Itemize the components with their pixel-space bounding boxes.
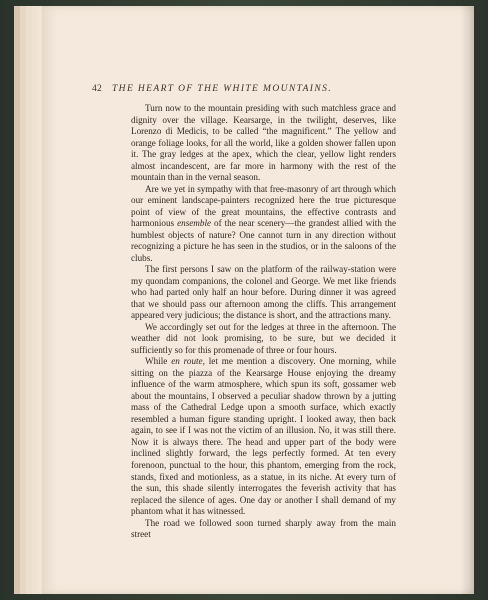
spine-shadow <box>460 6 474 594</box>
paragraph-text: We accordingly set out for the ledges at three in the afternoon. The weather did not look promising, to be sure, but we decided it sufficiently so for this promenade of three or four hours. <box>131 321 396 355</box>
paragraph-4 <box>131 322 396 357</box>
paragraph-6 <box>131 518 396 541</box>
paragraph-5 <box>131 356 396 517</box>
italic-term: en route <box>171 356 203 367</box>
paragraph-2 <box>131 184 396 265</box>
paragraph-text: Are we yet in sympathy with that free-masonry of art through which our eminent landscape-painters recognized here the true picturesque point of view of the great mountains, the effective contrasts and harmonious <box>131 183 396 229</box>
paragraph-text: The road we followed soon turned sharply away from the main street <box>131 517 396 540</box>
paragraph-3 <box>131 264 396 322</box>
paragraph-text: While <box>145 356 172 367</box>
paragraph-text: The first persons I saw on the platform of the railway-station were my quondam companions, the colonel and George. We met like friends who had parted only half an hour before. During dinner it was agreed that we should pass our afternoon among the cliffs. This arrangement appeared very judicious; the distance is short, and the attractions many. <box>131 264 396 321</box>
body-text <box>131 103 396 541</box>
italic-term: ensemble <box>177 218 212 229</box>
paragraph-text: , let me mention a discovery. One morning, while sitting on the piazza of the Kearsarge House enjoying the dreamy influence of the warm atmosphere, which spun its soft, gossamer web about the mountains, I observed a peculiar shadow thrown by a jutting mass of the Cathedral Ledge upon a smooth surface, which exactly resembled a human figure standing upright. I looked away, then back again, to see if I was not the victim of an illusion. No, it was still there. Now it is always there. The head and upper part of the body were inclined slightly forward, the legs perfectly formed. At ten every forenoon, punctual to the hour, this phantom, emerging from the rock, stands, fixed and motionless, as a statue, in its niche. At every turn of the sun, this shade silently interrogates the feverish activity that has replaced the silence of ages. One day or another I shall demand of my phantom what it has witnessed. <box>131 356 396 517</box>
paragraph-text: Turn now to the mountain presiding with such matchless grace and dignity over the village. Kearsarge, in the twilight, deserves, like Lorenzo di Medicis, to be called “the magnificent.” The yellow and orange foliage looks, for all the world, like a golden shower fallen upon it. The gray ledges at the apex, which the clear, yellow light renders almost incandescent, are far more in harmony with the rest of the mountain than in the vernal season. <box>131 103 396 183</box>
running-head: THE HEART OF THE WHITE MOUNTAINS. <box>112 84 333 94</box>
page-number: 42 <box>92 84 102 94</box>
paragraph-text: of the near scenery—the grandest allied with the humblest objects of nature? One cannot turn in any direction without recognizing a picture he has seen in the studios, or in the saloons of the clubs. <box>131 218 397 263</box>
paragraph-1 <box>131 103 396 184</box>
